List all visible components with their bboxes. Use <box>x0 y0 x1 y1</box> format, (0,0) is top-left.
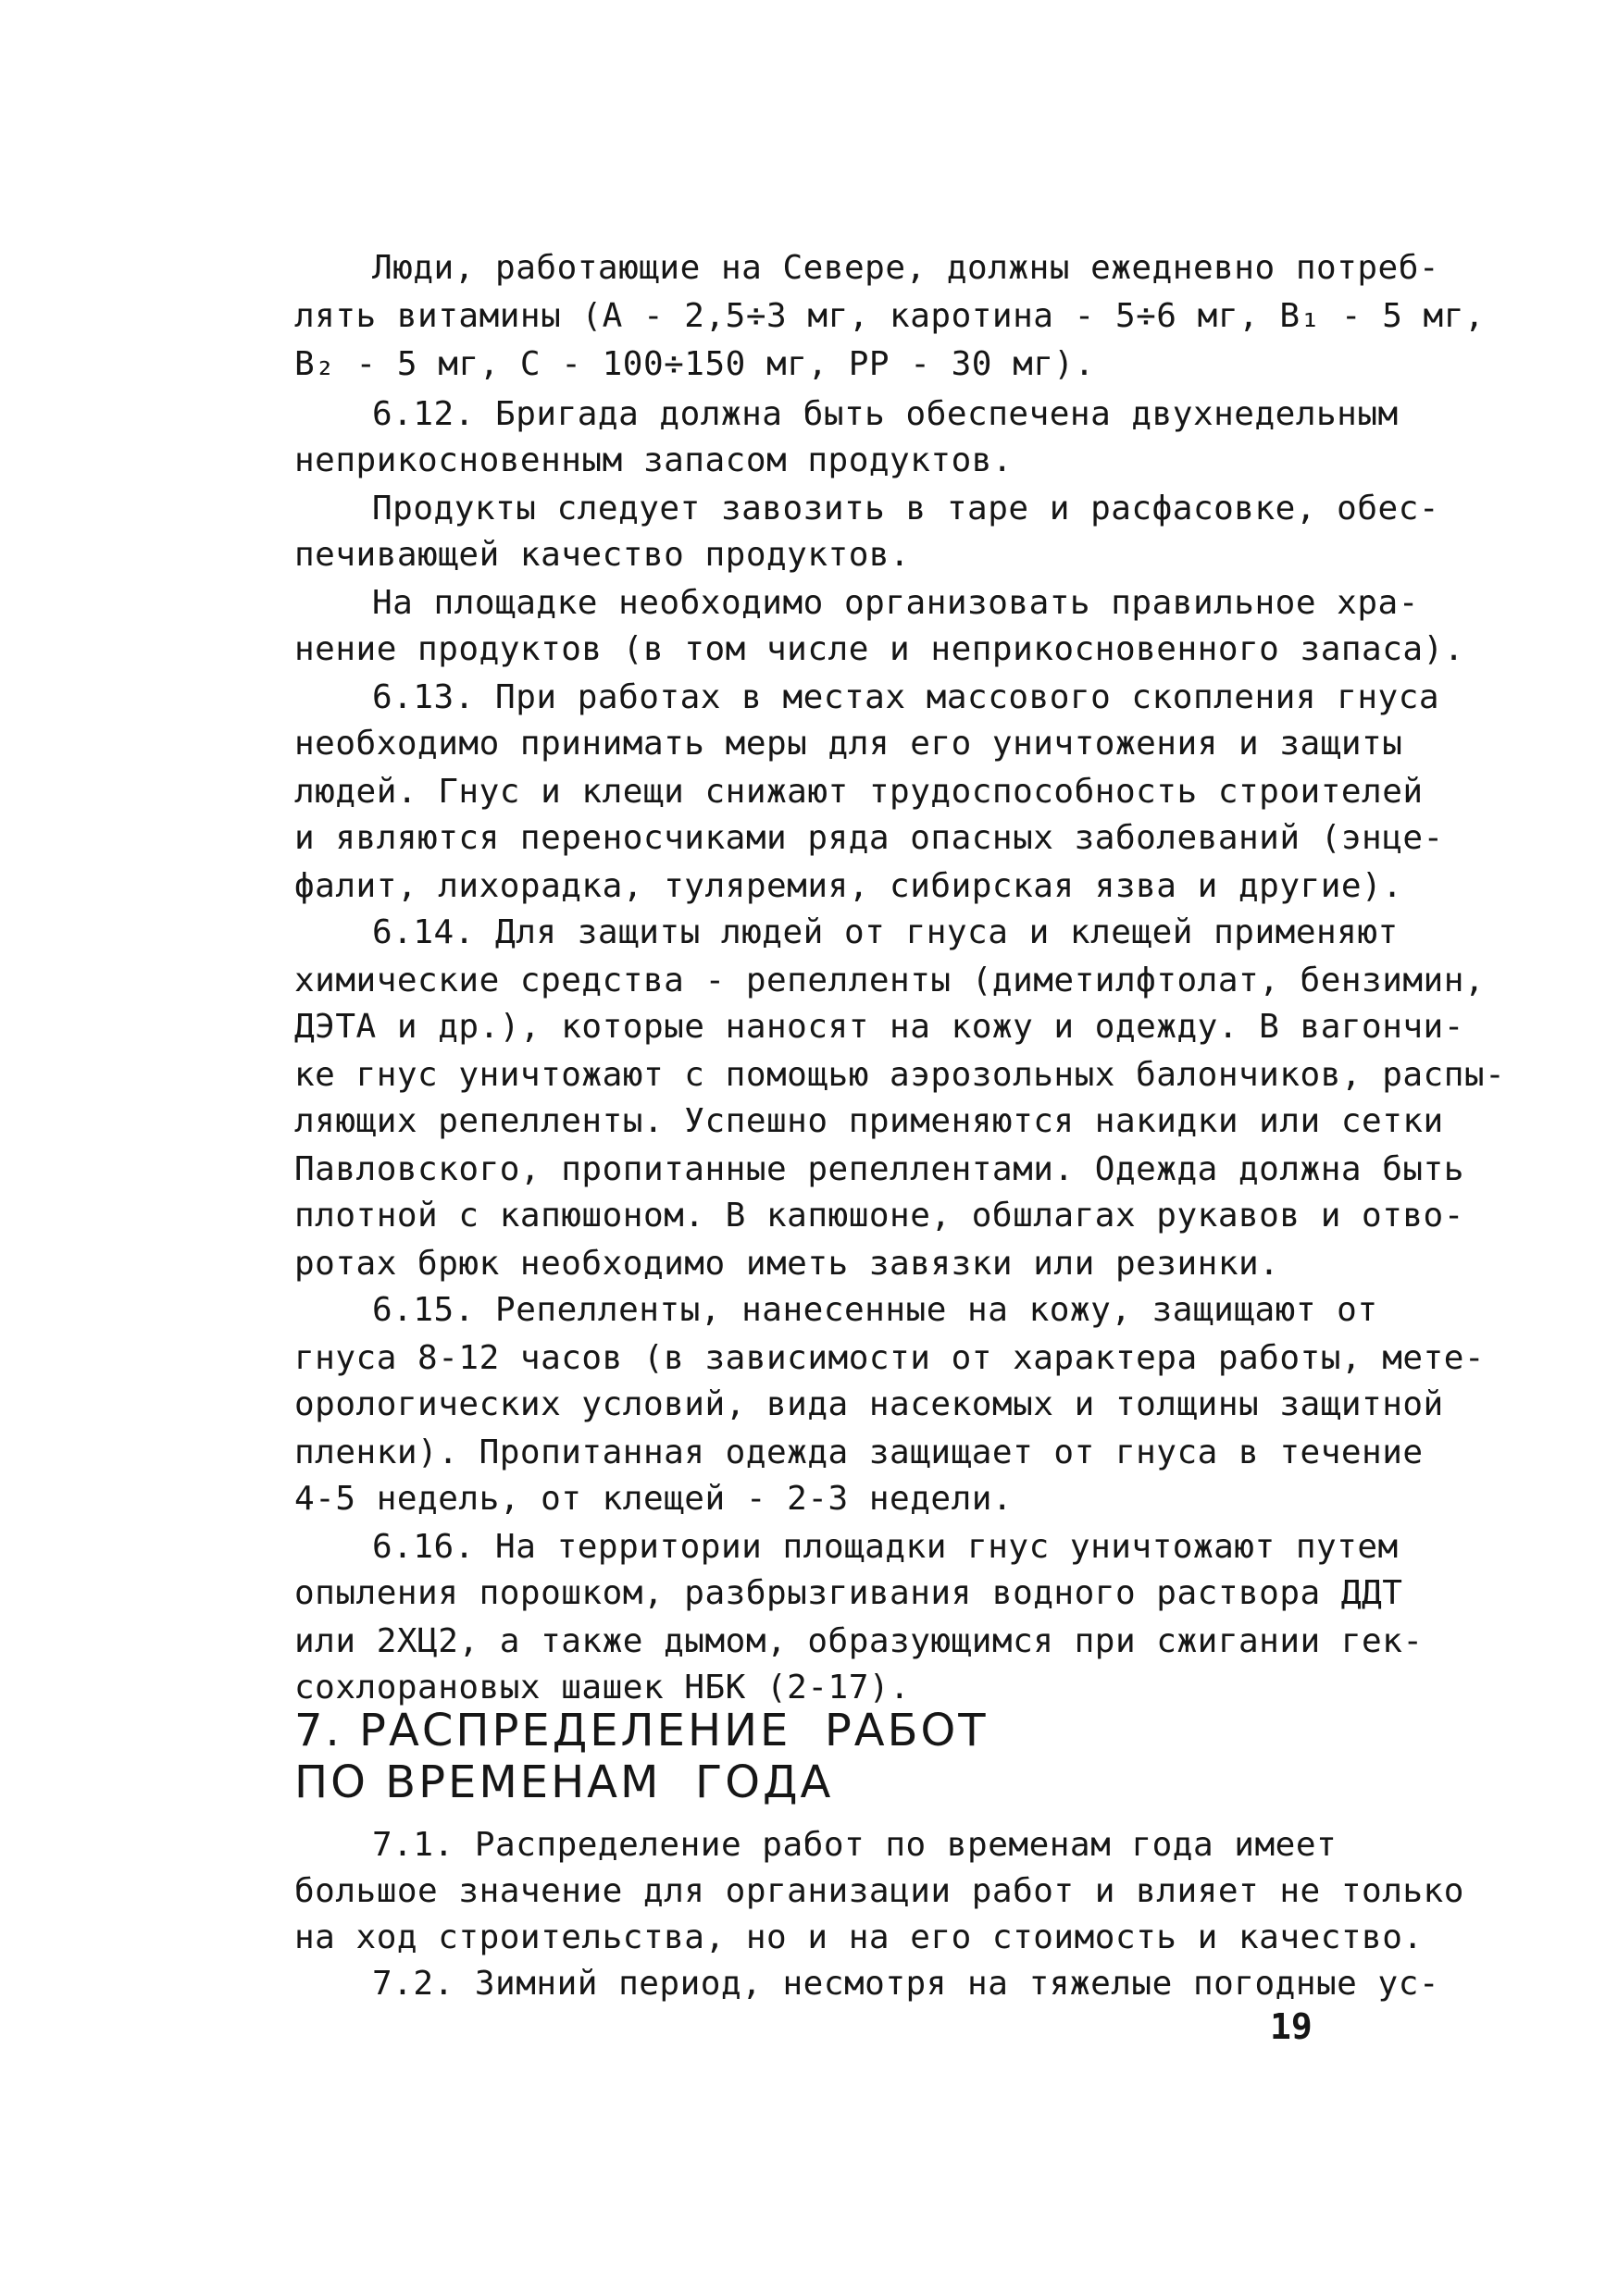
text-line: лять витамины (А - 2,5÷3 мг, каротина - 5÷6 мг, В₁ - 5 мг, <box>294 297 1486 335</box>
text-line: 6.15. Репелленты, нанесенные на кожу, защищают от <box>372 1291 1378 1329</box>
text-line: пленки). Пропитанная одежда защищает от гнуса в течение <box>294 1433 1424 1471</box>
text-line: печивающей качество продуктов. <box>294 536 911 574</box>
text-line: В₂ - 5 мг, С - 100÷150 мг, РР - 30 мг). <box>294 345 1095 383</box>
text-line: Павловского, пропитанные репеллентами. Одежда должна быть <box>294 1150 1464 1188</box>
text-line: неприкосновенным запасом продуктов. <box>294 441 1014 479</box>
text-line: 4-5 недель, от клещей - 2-3 недели. <box>294 1480 1014 1518</box>
heading-line: ПО ВРЕМЕНАМ ГОДА <box>294 1756 834 1808</box>
text-line: ляющих репелленты. Успешно применяются накидки или сетки <box>294 1102 1444 1140</box>
text-line: 6.16. На территории площадки гнус уничтожают путем <box>372 1528 1399 1566</box>
text-line: большое значение для организации работ и влияет не только <box>294 1872 1464 1910</box>
text-line: необходимо принимать меры для его уничтожения и защиты <box>294 725 1403 763</box>
text-line: плотной с капюшоном. В капюшоне, обшлагах рукавов и отво- <box>294 1197 1464 1235</box>
text-line: или 2ХЦ2, а также дымом, образующимся при сжигании гек- <box>294 1622 1424 1660</box>
text-line: ДЭТА и др.), которые наносят на кожу и одежду. В вагончи- <box>294 1008 1464 1046</box>
text-line: химические средства - репелленты (диметилфтолат, бензимин, <box>294 962 1486 999</box>
text-line: сохлорановых шашек НБК (2-17). <box>294 1669 911 1706</box>
text-line: ротах брюк необходимо иметь завязки или резинки. <box>294 1245 1280 1283</box>
text-line: и являются переносчиками ряда опасных заболеваний (энце- <box>294 819 1444 857</box>
text-line: нение продуктов (в том числе и неприкосновенного запаса). <box>294 630 1464 668</box>
text-line: на ход строительства, но и на его стоимость и качество. <box>294 1918 1424 1956</box>
text-line: фалит, лихорадка, туляремия, сибирская язва и другие). <box>294 867 1403 905</box>
text-line: опыления порошком, разбрызгивания водного раствора ДДТ <box>294 1574 1403 1612</box>
page-number: 19 <box>1270 2006 1313 2047</box>
text-line: Люди, работающие на Севере, должны ежедневно потреб- <box>372 249 1440 287</box>
text-line: На площадке необходимо организовать правильное хра- <box>372 584 1419 622</box>
heading-line: 7. РАСПРЕДЕЛЕНИЕ РАБОТ <box>294 1705 989 1756</box>
text-line: 6.13. При работах в местах массового скопления гнуса <box>372 678 1440 716</box>
text-line: 7.1. Распределение работ по временам года имеет <box>372 1826 1338 1864</box>
text-line: Продукты следует завозить в таре и расфасовке, обес- <box>372 490 1440 527</box>
text-line: 7.2. Зимний период, несмотря на тяжелые погодные ус- <box>372 1965 1440 2003</box>
text-line: 6.14. Для защиты людей от гнуса и клещей применяют <box>372 913 1399 951</box>
text-line: орологических условий, вида насекомых и толщины защитной <box>294 1385 1444 1423</box>
text-line: ке гнус уничтожают с помощью аэрозольных балончиков, распы- <box>294 1056 1506 1094</box>
text-line: гнуса 8-12 часов (в зависимости от характера работы, мете- <box>294 1339 1486 1377</box>
text-line: 6.12. Бригада должна быть обеспечена двухнедельным <box>372 395 1399 433</box>
text-line: людей. Гнус и клещи снижают трудоспособность строителей <box>294 773 1424 811</box>
